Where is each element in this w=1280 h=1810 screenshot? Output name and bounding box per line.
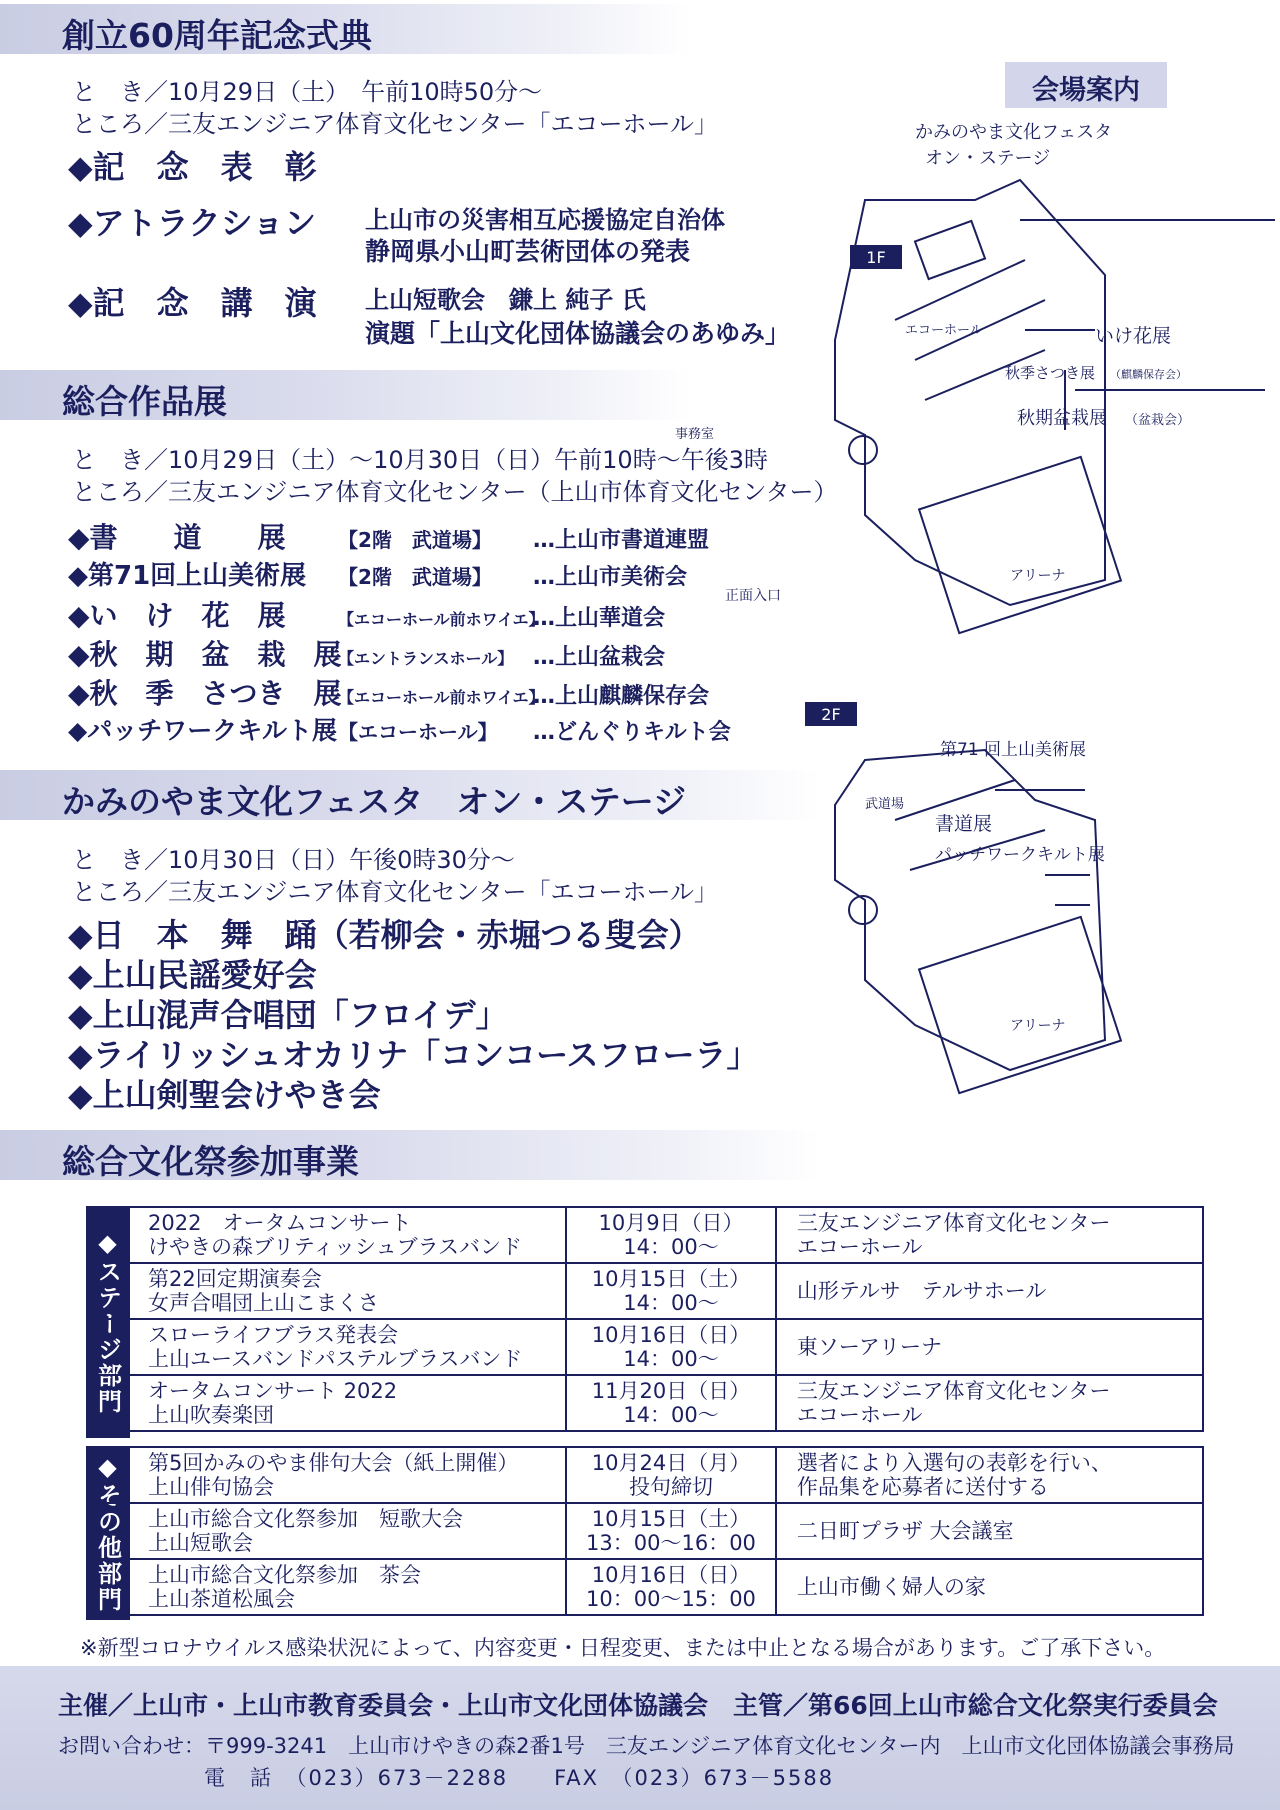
map-label-entrance: 正面入口 — [725, 588, 781, 604]
exhibition-org: …上山盆栽会 — [533, 645, 666, 670]
footer-sponsors: 主催／上山市・上山市教育委員会・上山市文化団体協議会 主管／第66回上山市総合文化祭実行委員会 — [58, 1691, 1218, 1720]
exhibition-venue: 【エントランスホール】 — [338, 649, 514, 668]
ceremony-when: と き／10月29日（土） 午前10時50分～ — [72, 78, 543, 106]
event-org: けやきの森ブリティッシュブラスバンド — [148, 1235, 523, 1259]
exhibition-org: …どんぐりキルト会 — [533, 720, 731, 745]
event-time: 13：00～16：00 — [586, 1531, 756, 1555]
table-row — [87, 1319, 1203, 1375]
event-org: 上山吹奏楽団 — [148, 1403, 274, 1427]
section-heading-ceremony: 創立60周年記念式典 — [0, 4, 690, 54]
floor1-arena — [919, 457, 1121, 633]
event-time: 10：00～15：00 — [586, 1587, 756, 1611]
ceremony-item: ◆記 念 表 彰 — [68, 148, 317, 186]
exhibition-row — [68, 594, 665, 634]
exhibition-name: ◆第71回上山美術展 — [68, 561, 307, 591]
section-heading-participation: 総合文化祭参加事業 — [0, 1130, 820, 1180]
event-org: 上山ユースバンドパステルブラスバンド — [148, 1347, 523, 1371]
floor2-label: 2F — [821, 705, 841, 724]
exhibition-row — [68, 516, 709, 556]
table-row — [87, 1375, 1203, 1431]
section-heading-stage: かみのやま文化フェスタ オン・ステージ — [0, 770, 820, 820]
event-org: 上山茶道松風会 — [148, 1587, 295, 1611]
map-label-patch: パッチワークキルト展 — [935, 845, 1105, 865]
exhibition-org: …上山市美術会 — [533, 565, 688, 590]
exhibition-venue: 【2階 武道場】 — [338, 528, 492, 552]
event-place: 三友エンジニア体育文化センター — [796, 1379, 1111, 1403]
event-time: 14：00～ — [623, 1235, 719, 1259]
section-heading-exhibition: 総合作品展 — [0, 370, 690, 420]
event-place-sub: エコーホール — [796, 1403, 923, 1427]
exhibition-where: ところ／三友エンジニア体育文化センター（上山市体育文化センター） — [72, 478, 838, 506]
exhibition-name: ◆秋 期 盆 栽 展 — [68, 638, 342, 671]
event-time: 14：00～ — [623, 1291, 719, 1315]
event-name: オータムコンサート 2022 — [148, 1379, 398, 1403]
event-date: 10月24日（月） — [591, 1451, 751, 1475]
event-name: 上山市総合文化祭参加 茶会 — [148, 1563, 421, 1587]
exhibition-name: ◆い け 花 展 — [68, 599, 286, 632]
table-row — [87, 1263, 1203, 1319]
exhibition-row — [68, 633, 665, 673]
event-date: 10月15日（土） — [591, 1507, 751, 1531]
map-label-arena-2f: アリーナ — [1010, 1018, 1066, 1034]
floor1-label: 1F — [866, 248, 886, 267]
event-name: 2022 オータムコンサート — [148, 1211, 412, 1235]
event-place: 山形テルサ テルサホール — [796, 1279, 1047, 1303]
stage-where: ところ／三友エンジニア体育文化センター「エコーホール」 — [72, 878, 718, 906]
ceremony-item-desc: 静岡県小山町芸術団体の発表 — [365, 237, 691, 266]
table-row — [87, 1447, 1203, 1503]
stage-item: ◆上山剣聖会けやき会 — [68, 1076, 381, 1114]
map-label-bonsai-org: （盆栽会） — [1125, 413, 1191, 428]
event-place: 二日町プラザ 大会議室 — [796, 1519, 1014, 1543]
covid-note: ※新型コロナウイルス感染状況によって、内容変更・日程変更、または中止となる場合があります。ご了承下さい。 — [80, 1636, 1166, 1660]
map-title: 会場案内 — [1005, 62, 1167, 108]
stage-item: ◆日 本 舞 踊（若柳会・赤堀つる叟会） — [68, 916, 701, 954]
stage-when: と き／10月30日（日）午後0時30分～ — [72, 846, 515, 874]
map-label-arena-1f: アリーナ — [1010, 568, 1066, 584]
map-label-bonsai: 秋期盆栽展 — [1017, 408, 1107, 429]
event-time: 投句締切 — [628, 1475, 713, 1499]
event-place: 三友エンジニア体育文化センター — [796, 1211, 1111, 1235]
other-division-label: ◆その他部門 — [86, 1446, 130, 1620]
stage-item: ◆上山混声合唱団「フロイデ」 — [68, 996, 508, 1034]
exhibition-venue: 【エコーホール前ホワイエ】 — [338, 610, 545, 629]
exhibition-row — [68, 711, 731, 747]
map-label-festa1: かみのやま文化フェスタ — [915, 122, 1113, 143]
event-time: 14：00～ — [623, 1403, 719, 1427]
event-org: 上山短歌会 — [148, 1531, 253, 1555]
map-label-shodo: 書道展 — [935, 813, 993, 835]
exhibition-org: …上山麒麟保存会 — [533, 684, 710, 709]
exhibition-org: …上山市書道連盟 — [533, 528, 710, 553]
stage-item: ◆ライリッシュオカリナ「コンコースフローラ」 — [68, 1036, 759, 1074]
ceremony-item: ◆記 念 講 演 — [68, 284, 317, 322]
ceremony-item-desc: 演題「上山文化団体協議会のあゆみ」 — [365, 319, 791, 348]
map-label-echo: エコーホール — [905, 323, 983, 338]
exhibition-when: と き／10月29日（土）～10月30日（日）午前10時～午後3時 — [72, 446, 768, 474]
event-org: 上山俳句協会 — [148, 1475, 274, 1499]
ceremony-item: ◆アトラクション — [68, 204, 316, 242]
map-label-budo: 武道場 — [865, 797, 905, 812]
exhibition-venue: 【エコーホール】 — [338, 720, 498, 744]
exhibition-venue: 【エコーホール前ホワイエ】 — [338, 688, 545, 707]
other-table — [86, 1446, 1204, 1616]
venue-map — [675, 60, 1275, 1150]
footer-phone: 電 話 （023）673－2288 FAX （023）673－5588 — [204, 1766, 835, 1790]
event-date: 10月15日（土） — [591, 1267, 751, 1291]
event-name: 第5回かみのやま俳句大会（紙上開催） — [148, 1451, 519, 1475]
event-org: 女声合唱団上山こまくさ — [148, 1291, 379, 1315]
ceremony-where: ところ／三友エンジニア体育文化センター「エコーホール」 — [72, 110, 718, 138]
event-date: 10月9日（日） — [598, 1211, 744, 1235]
event-time: 14：00～ — [623, 1347, 719, 1371]
event-date: 11月20日（日） — [591, 1379, 751, 1403]
exhibition-org: …上山華道会 — [533, 606, 666, 631]
stage-item: ◆上山民謡愛好会 — [68, 956, 317, 994]
exhibition-name: ◆書 道 展 — [68, 521, 286, 554]
ceremony-item-desc: 上山市の災害相互応援協定自治体 — [365, 206, 725, 234]
exhibition-venue: 【2階 武道場】 — [338, 565, 492, 589]
event-place-sub: エコーホール — [796, 1235, 923, 1259]
event-place: 選者により入選句の表彰を行い、 — [796, 1451, 1112, 1475]
event-name: 上山市総合文化祭参加 短歌大会 — [148, 1507, 463, 1531]
event-name: スローライフブラス発表会 — [148, 1323, 399, 1347]
map-label-festa2: オン・ステージ — [925, 148, 1051, 169]
map-label-art: 第71 回上山美術展 — [940, 740, 1087, 760]
exhibition-row — [68, 555, 687, 592]
map-label-satsuki-org: （麒麟保存会） — [1110, 368, 1187, 381]
event-date: 10月16日（日） — [591, 1323, 751, 1347]
exhibition-name: ◆秋 季 さつき 展 — [68, 677, 342, 710]
map-label-satsuki: 秋季さつき展 — [1005, 364, 1096, 382]
event-place: 上山市働く婦人の家 — [796, 1575, 986, 1599]
stage-division-label: ◆ステージ部門 — [86, 1206, 130, 1438]
table-row — [87, 1559, 1203, 1615]
event-place-sub: 作品集を応募者に送付する — [796, 1475, 1049, 1499]
footer-contact: お問い合わせ：〒999-3241 上山市けやきの森2番1号 三友エンジニア体育文化センター内 上山市文化団体協議会事務局 — [58, 1734, 1235, 1758]
map-label-ikebana: いけ花展 — [1095, 325, 1172, 347]
map-label-office: 事務室 — [675, 427, 715, 442]
event-name: 第22回定期演奏会 — [148, 1267, 322, 1291]
exhibition-name: ◆パッチワークキルト展 — [68, 716, 337, 745]
table-row — [87, 1503, 1203, 1559]
table-row — [87, 1207, 1203, 1263]
event-place: 東ソーアリーナ — [796, 1335, 942, 1359]
ceremony-item-desc: 上山短歌会 鎌上 純子 氏 — [365, 286, 646, 314]
exhibition-row — [68, 672, 709, 712]
event-date: 10月16日（日） — [591, 1563, 751, 1587]
stage-table — [86, 1206, 1204, 1432]
